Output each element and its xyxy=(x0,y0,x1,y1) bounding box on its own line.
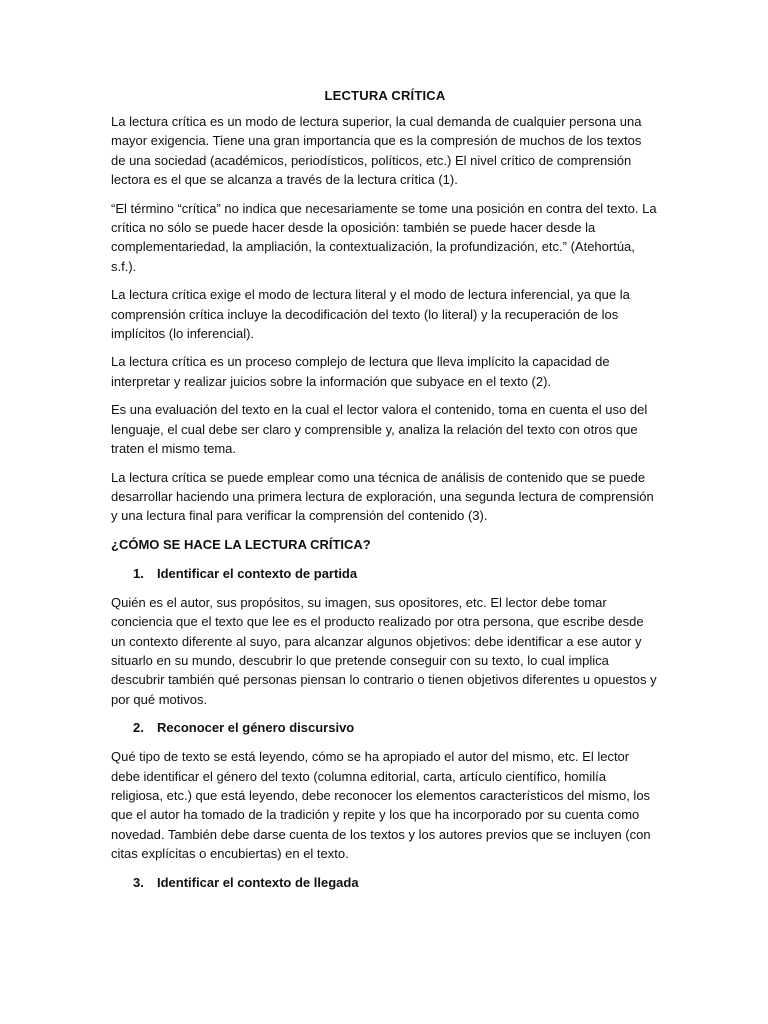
section-heading: ¿CÓMO SE HACE LA LECTURA CRÍTICA? xyxy=(111,536,371,552)
intro-paragraph-2: “El término “crítica” no indica que necesariamente se tome una posición en contra del texto. La crítica no sólo se puede hacer desde la oposición: también se puede hacer desde la complementariedad, la ampliación, la contextualización, la profundización, etc.” (Atehortúa, s.f.). xyxy=(111,200,657,274)
step-title: Identificar el contexto de llegada xyxy=(157,874,359,890)
document-title: LECTURA CRÍTICA xyxy=(324,88,446,103)
step-number: 3. xyxy=(133,874,144,890)
step-number: 2. xyxy=(133,720,144,736)
intro-paragraph-4: La lectura crítica es un proceso complejo de lectura que lleva implícito la capacidad de interpretar y realizar juicios sobre la información que subyace en el texto (2). xyxy=(111,354,610,389)
step-heading-2 xyxy=(111,718,659,738)
step-body-2: Qué tipo de texto se está leyendo, cómo se ha apropiado el autor del mismo, etc. El lector debe identificar el género del texto (columna editorial, carta, artículo científico, homilía religiosa, etc.) que está leyendo, debe reconocer los elementos característicos del mismo, los que el autor ha tomado de la tradición y repite y los que ha incorporado por su cuenta como novedad. También debe darse cuenta de los textos y los autores previos que se incluyen (con citas explícitas o encubiertas) en el texto. xyxy=(111,749,651,862)
step-title: Reconocer el género discursivo xyxy=(157,720,355,736)
intro-paragraph-3: La lectura crítica exige el modo de lectura literal y el modo de lectura inferencial, ya que la comprensión crítica incluye la decodificación del texto (lo literal) y la recuperación de los implícitos (lo inferencial). xyxy=(111,287,630,342)
step-number: 1. xyxy=(133,565,144,581)
intro-paragraph-5: Es una evaluación del texto en la cual el lector valora el contenido, toma en cuenta el uso del lenguaje, el cual debe ser claro y comprensible y, analiza la relación del texto con otros que traten el mismo tema. xyxy=(111,402,648,457)
intro-paragraph-1: La lectura crítica es un modo de lectura superior, la cual demanda de cualquier persona una mayor exigencia. Tiene una gran importancia que es la compresión de muchos de los textos de una sociedad (académicos, periodísticos, políticos, etc.) El nivel crítico de comprensión lectora es el que se alcanza a través de la lectura crítica (1). xyxy=(111,114,642,188)
step-heading-3 xyxy=(111,873,659,893)
intro-paragraph-6: La lectura crítica se puede emplear como una técnica de análisis de contenido que se puede desarrollar haciendo una primera lectura de exploración, una segunda lectura de comprensión y una lectura final para verificar la comprensión del contenido (3). xyxy=(111,469,654,524)
step-body-1: Quién es el autor, sus propósitos, su imagen, sus opositores, etc. El lector debe tomar conciencia que el texto que lee es el producto realizado por otra persona, que escribe desde un contexto diferente al suyo, para alcanzar algunos objetivos: debe identificar a ese autor y situarlo en su mundo, descubrir lo que pretende conseguir con su texto, lo cual implica descubrir también qué personas piensan lo contrario o tienen objetivos diferentes u opuestos y por qué motivos. xyxy=(111,594,657,707)
step-title: Identificar el contexto de partida xyxy=(157,565,358,581)
document-page xyxy=(111,86,659,902)
step-heading-1 xyxy=(111,564,659,584)
